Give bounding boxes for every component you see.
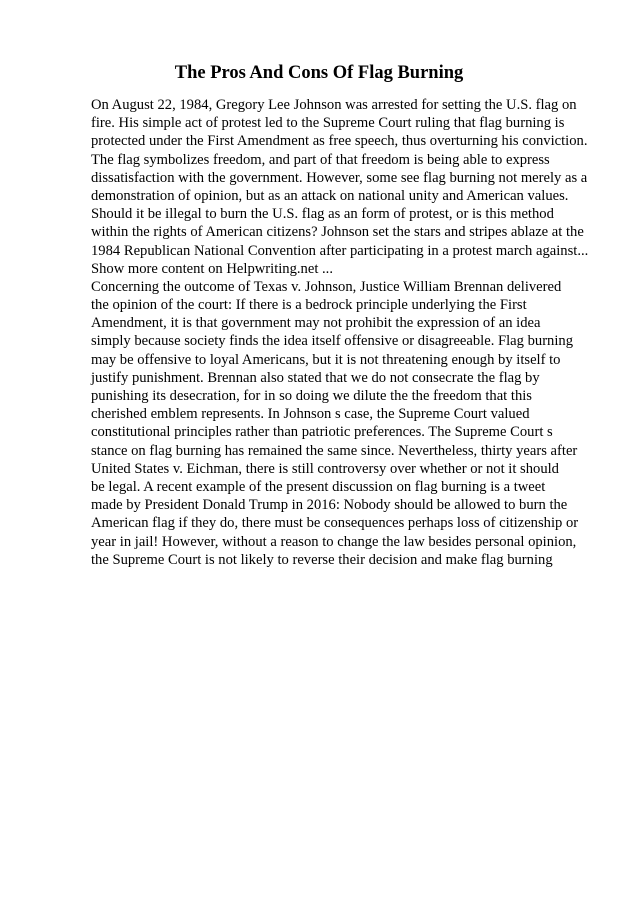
body-line: cherished emblem represents. In Johnson s case, the Supreme Court valued — [91, 406, 530, 423]
body-line: the opinion of the court: If there is a bedrock principle underlying the First — [91, 297, 527, 314]
body-line: made by President Donald Trump in 2016: Nobody should be allowed to burn the — [91, 497, 568, 514]
body-line: year in jail! However, without a reason to change the law besides personal opinion, — [91, 533, 577, 550]
body-line: fire. His simple act of protest led to the Supreme Court ruling that flag burning is — [91, 115, 565, 132]
body-line: may be offensive to loyal Americans, but it is not threatening enough by itself to — [91, 351, 561, 368]
body-line: United States v. Eichman, there is still controversy over whether or not it should — [91, 460, 559, 477]
body-line: justify punishment. Brennan also stated that we do not consecrate the flag by — [91, 369, 540, 386]
body-line: stance on flag burning has remained the same since. Nevertheless, thirty years after — [91, 442, 578, 459]
body-line: simply because society finds the idea itself offensive or disagreeable. Flag burning — [91, 333, 573, 350]
document-body — [91, 96, 611, 569]
body-line: Should it be illegal to burn the U.S. flag as an form of protest, or is this method — [91, 206, 554, 223]
body-line: The flag symbolizes freedom, and part of that freedom is being able to express — [91, 151, 550, 168]
body-line: constitutional principles rather than patriotic preferences. The Supreme Court s — [91, 424, 553, 441]
body-line: On August 22, 1984, Gregory Lee Johnson was arrested for setting the U.S. flag on — [91, 97, 577, 113]
show-more-link[interactable]: Show more content on Helpwriting.net ... — [91, 260, 333, 277]
body-line: dissatisfaction with the government. However, some see flag burning not merely as a — [91, 169, 588, 186]
body-line: protected under the First Amendment as free speech, thus overturning his conviction. — [91, 133, 588, 150]
body-line: American flag if they do, there must be consequences perhaps loss of citizenship or — [91, 515, 579, 532]
body-line: Concerning the outcome of Texas v. Johnson, Justice William Brennan delivered — [91, 278, 562, 295]
body-line: within the rights of American citizens? Johnson set the stars and stripes ablaze at the — [91, 224, 584, 241]
body-line: the Supreme Court is not likely to reverse their decision and make flag burning — [91, 551, 553, 568]
document-title: The Pros And Cons Of Flag Burning — [174, 63, 464, 83]
body-line: punishing its desecration, for in so doing we dilute the the freedom that this — [91, 388, 532, 404]
body-line: be legal. A recent example of the present discussion on flag burning is a tweet — [91, 478, 546, 495]
body-line: demonstration of opinion, but as an attack on national unity and American values. — [91, 187, 569, 204]
body-line: 1984 Republican National Convention after participating in a protest march against... — [91, 242, 589, 259]
body-line: Amendment, it is that government may not prohibit the expression of an idea — [91, 315, 541, 332]
